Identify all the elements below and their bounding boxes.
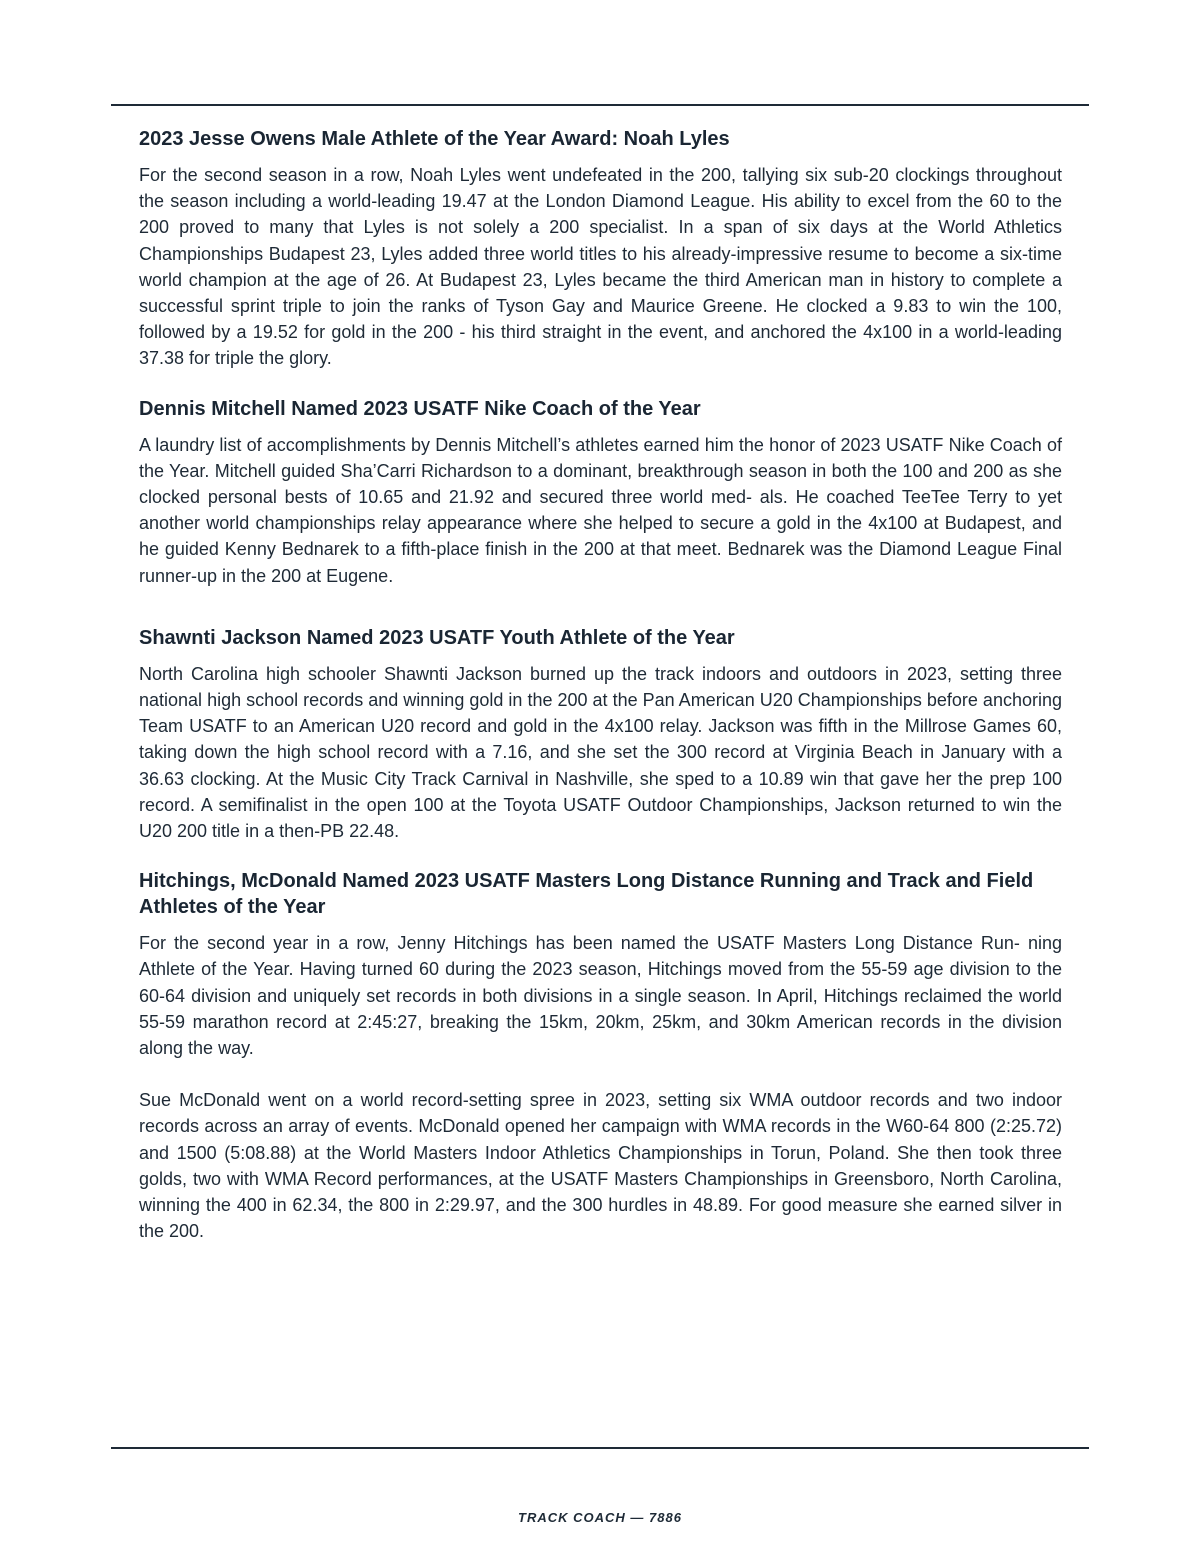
- section-paragraph: Sue McDonald went on a world record-setting spree in 2023, setting six WMA outdoor records and two indoor records across an array of events. McDonald opened her campaign with WMA records in the W60-64 800 (2:25.72) and 1500 (5:08.88) at the World Masters Indoor Athletics Championships in Torun, Poland. She then took three golds, two with WMA Record performances, at the USATF Masters Championships in Greensboro, North Carolina, winning the 400 in 62.34, the 800 in 2:29.97, and the 300 hurdles in 48.89. For good measure she earned silver in the 200.: [139, 1090, 1062, 1242]
- section-title: Dennis Mitchell Named 2023 USATF Nike Coach of the Year: [139, 397, 701, 420]
- section-noah-lyles: [139, 126, 1062, 372]
- section-shawnti-jackson: [139, 625, 1062, 844]
- section-title: Shawnti Jackson Named 2023 USATF Youth Athlete of the Year: [139, 626, 735, 649]
- page-footer: TRACK COACH — 7886: [518, 1510, 682, 1525]
- bottom-divider: [111, 1447, 1089, 1449]
- section-paragraph: For the second season in a row, Noah Lyles went undefeated in the 200, tallying six sub-20 clockings throughout the season including a world-leading 19.47 at the London Diamond League. His ability to excel from the 60 to the 200 proved to many that Lyles is not solely a 200 specialist. In a span of six days at the World Athletics Championships Budapest 23, Lyles added three world titles to his already-impressive resume to become a six-time world champion at the age of 26. At Budapest 23, Lyles became the third American man in history to complete a successful sprint triple to join the ranks of Tyson Gay and Maurice Greene. He clocked a 9.83 to win the 100, followed by a 19.52 for gold in the 200 - his third straight in the event, and anchored the 4x100 in a world-leading 37.38 for triple the glory.: [139, 165, 1062, 369]
- section-paragraph: North Carolina high schooler Shawnti Jackson burned up the track indoors and outdoors in 2023, setting three national high school records and winning gold in the 200 at the Pan American U20 Championships before anchoring Team USATF to an American U20 record and gold in the 4x100 relay. Jackson was fifth in the Millrose Games 60, taking down the high school record with a 7.16, and she set the 300 record at Virginia Beach in January with a 36.63 clocking. At the Music City Track Carnival in Nashville, she sped to a 10.89 win that gave her the prep 100 record. A semifinalist in the open 100 at the Toyota USATF Outdoor Championships, Jackson returned to win the U20 200 title in a then-PB 22.48.: [139, 663, 1062, 842]
- section-title: Hitchings, McDonald Named 2023 USATF Masters Long Distance Running and Track and Field Athletes of the Year: [139, 870, 1034, 919]
- top-divider: [111, 104, 1089, 106]
- article-body: [139, 126, 1062, 1245]
- section-dennis-mitchell: [139, 396, 1062, 589]
- section-paragraph: A laundry list of accomplishments by Dennis Mitchell’s athletes earned him the honor of 2023 USATF Nike Coach of the Year. Mitchell guided Sha’Carri Richardson to a dominant, breakthrough season in both the 100 and 200 as she clocked personal bests of 10.65 and 21.92 and secured three world med- als. He coached TeeTee Terry to yet another world championships relay appearance where she helped to secure a gold in the 4x100 at Budapest, and he guided Kenny Bednarek to a fifth-place finish in the 200 at that meet. Bednarek was the Diamond League Final runner-up in the 200 at Eugene.: [139, 434, 1062, 586]
- section-title: 2023 Jesse Owens Male Athlete of the Year Award: Noah Lyles: [139, 128, 730, 150]
- section-paragraph: For the second year in a row, Jenny Hitchings has been named the USATF Masters Long Distance Run- ning Athlete of the Year. Having turned 60 during the 2023 season, Hitchings moved from the 55-59 age division to the 60-64 division and uniquely set records in both divisions in a single season. In April, Hitchings reclaimed the world 55-59 marathon record at 2:45:27, breaking the 15km, 20km, 25km, and 30km American records in the division along the way.: [139, 933, 1062, 1059]
- section-hitchings-mcdonald: [139, 868, 1062, 1244]
